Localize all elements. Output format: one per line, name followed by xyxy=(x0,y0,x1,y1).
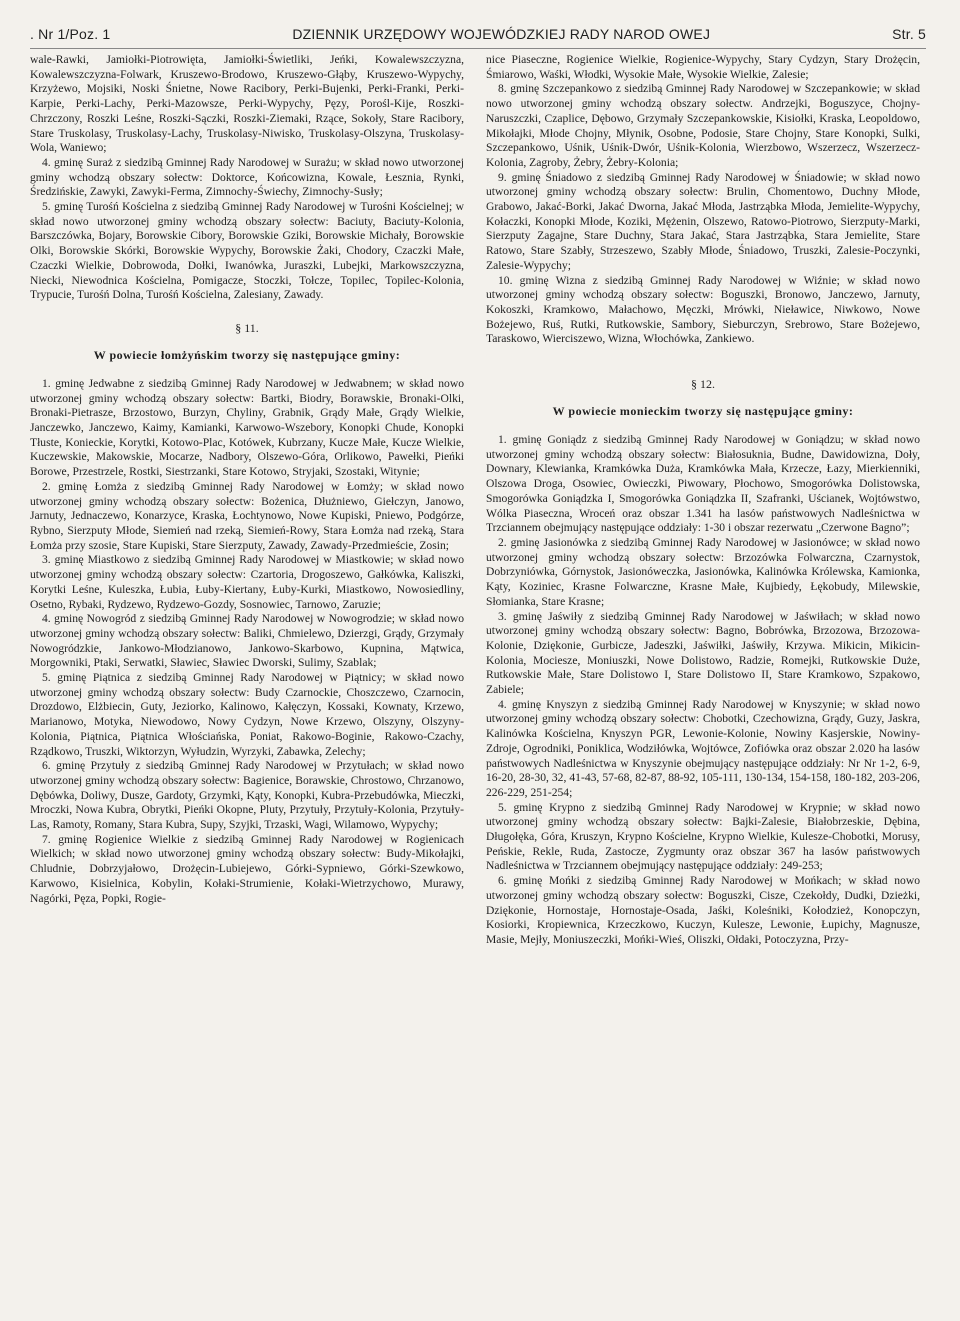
paragraph: 3. gminę Miastkowo z siedzibą Gminnej Rady Narodowej w Miastkowie; w skład nowo utworzonej gminy wchodzą obszary sołectw: Czartoria, Drogoszewo, Gałkówka, Kaliszki, Korytki Leśne, Kuleszka, Łubia, Łuby-Kiertany, Łuby-Kurki, Miastkowo, Nowosiedliny, Osetno, Rybaki, Rydzewo, Rydzewo-Gozdy, Sosnowiec, Tarnowo, Zaruzie; xyxy=(30,553,464,611)
left-column xyxy=(30,53,464,948)
text-columns xyxy=(30,53,926,948)
paragraph: 4. gminę Knyszyn z siedzibą Gminnej Rady Narodowej w Knyszynie; w skład nowo utworzonej gminy wchodzą obszary sołectw: Chobotki, Czechowizna, Grądy, Guzy, Jaskra, Kalinówka Kościelna, Knyszyn PGR, Lewonie-Kolonie, Nowiny Kasjerskie, Nowiny-Zdroje, Ogrodniki, Poniklica, Wodziłówka, Wojtówce, Zofiówka oraz obszar 2.020 ha lasów państwowych Nadleśnictwa w Knyszynie obejmujący następujące oddziały: Nr Nr 1-2, 6-9, 16-20, 28-30, 32, 41-43, 57-68, 82-87, 88-92, 105-111, 130-134, 154-158, 180-182, 203-206, 226-229, 251-254; xyxy=(486,697,920,799)
paragraph: 5. gminę Krypno z siedzibą Gminnej Rady Narodowej w Krypnie; w skład nowo utworzonej gminy wchodzą obszary sołectw: Bajki-Zalesie, Białobrzeskie, Dębina, Długołęka, Góra, Kruszyn, Krypno Kościelne, Krypno Wielkie, Kulesze-Chobotki, Morusy, Peńskie, Rekle, Ruda, Zastocze, Zygmunty oraz obszar 367 ha lasów państwowych Nadleśnictwa w Trzciannem obejmujący następujące oddziały: 249-253; xyxy=(486,800,920,873)
paragraph: 2. gminę Jasionówka z siedzibą Gminnej Rady Narodowej w Jasionówce; w skład nowo utworzonej gminy wchodzą obszary sołectw: Brzozówka Folwarczna, Czarnystok, Dobrzyniówka, Górnystok, Jasionóweczka, Jasionówka, Kalinówka Królewska, Kamionka, Kąty, Koziniec, Krasne Folwarczne, Krasne Małe, Kujbiedy, Łękobudy, Milewskie, Słomianka, Stare Krasne; xyxy=(486,535,920,608)
page-number: Str. 5 xyxy=(892,26,926,42)
section-number: § 12. xyxy=(691,377,715,392)
paragraph: 6. gminę Przytuły z siedzibą Gminnej Rady Narodowej w Przytułach; w skład nowo utworzonej gminy wchodzą obszary sołectw: Bagienice, Borawskie, Chrostowo, Chrzanowo, Dębówka, Doliwy, Dusze, Gardoty, Grzymki, Kąty, Konopki, Kubra-Przebudówka, Mieczki, Mroczki, Nowa Kubra, Obrytki, Pieńki Okopne, Pluty, Przytuły, Przytuły-Kolonia, Przytuły-Las, Ramoty, Romany, Stara Kubra, Supy, Szyjki, Trzaski, Wagi, Wilamowo, Wypychy; xyxy=(30,759,464,832)
paragraph: 6. gminę Mońki z siedzibą Gminnej Rady Narodowej w Mońkach; w skład nowo utworzonej gminy wchodzą obszary sołectw: Boguszki, Cisze, Czekołdy, Dudki, Dzieżki, Dziękonie, Hornostaje, Hornostaje-Osada, Jaśki, Koleśniki, Kołodzież, Konopczyn, Kosiorki, Kropiewnica, Krzeczkowo, Kuczyn, Kulesze, Lewonie, Łupichy, Magnusze, Masie, Mejły, Moniuszeczki, Mońki-Wieś, Oliszki, Ołdaki, Potoczyzna, Przy- xyxy=(486,874,920,946)
section-heading: W powiecie łomżyńskim tworzy się następujące gminy: xyxy=(93,347,401,362)
paragraph: 2. gminę Łomża z siedzibą Gminnej Rady Narodowej w Łomży; w skład nowo utworzonej gminy wchodzą obszary sołectw: Bożenica, Dłużniewo, Giełczyn, Janowo, Jarnuty, Jednaczewo, Konarzyce, Kraska, Łochtynowo, Nowe Kupiski, Pniewo, Podgórze, Rybno, Sierzputy Młode, Siemień nad rzeką, Siemień-Rowy, Stara Łomża nad rzeką, Stara Łomża przy szosie, Stare Kupiski, Stare Sierzputy, Zawady, Zawady-Przedmieście, Zosin; xyxy=(30,479,464,552)
issue-number: . Nr 1/Poz. 1 xyxy=(30,26,111,42)
paragraph: 4. gminę Suraż z siedzibą Gminnej Rady Narodowej w Surażu; w skład nowo utworzonej gminy wchodzą obszary sołectw: Doktorce, Końcowizna, Kowale, Łesznia, Rynki, Średzińskie, Zawyki, Zawyki-Ferma, Zimnochy-Świechy, Zimnochy-Susły; xyxy=(30,155,464,199)
paragraph: 5. gminę Turośń Kościelna z siedzibą Gminnej Rady Narodowej w Turośni Kościelnej; w skład nowo utworzonej gminy wchodzą obszary sołectw: Baciuty, Baciuty-Kolonia, Barszczówka, Bojary, Borowskie Cibory, Borowskie Gziki, Borowskie Michały, Borowskie Olki, Borowskie Skórki, Borowskie Wypychy, Borowskie Żaki, Chodory, Czaczki Małe, Czaczki Wielkie, Dobrowoda, Dołki, Iwanówka, Juraszki, Lubejki, Markowszczyzna, Niecki, Niewodnica Kościelna, Pomigacze, Stoczki, Tołcze, Topilec, Topilec-Kolonia, Trypucie, Turośń Dolna, Turośń Kościelna, Zalesiany, Zawady. xyxy=(30,200,464,302)
paragraph: 3. gminę Jaświły z siedzibą Gminnej Rady Narodowej w Jaświłach; w skład nowo utworzonej gminy wchodzą obszary sołectw: Bagno, Bobrówka, Brzozowa, Brzozowa-Kolonie, Dziękonie, Gurbicze, Jadeszki, Jaświłki, Jaświły, Krzywa. Mikicin, Mikicin-Kolonia, Mociesze, Moniuszki, Nowe Dolistowo, Radzie, Romejki, Rutkowskie Duże, Rutkowskie Małe, Stare Dolistowo I, Stare Dolistowo II, Stare Kramkowo, Szpakowo, Zabiele; xyxy=(486,609,920,697)
paragraph: 4. gminę Nowogród z siedzibą Gminnej Rady Narodowej w Nowogrodzie; w skład nowo utworzonej gminy wchodzą obszary sołectw: Baliki, Chmielewo, Dzierzgi, Grądy, Grzymały Nowogródzkie, Jankowo-Młodzianowo, Jankowo-Skarbowo, Kupnina, Mątwica, Morgowniki, Ptaki, Serwatki, Sławiec, Sławiec Dworski, Sulimy, Szablak; xyxy=(30,612,464,670)
paragraph: 1. gminę Jedwabne z siedzibą Gminnej Rady Narodowej w Jedwabnem; w skład nowo utworzonej gminy wchodzą obszary sołectw: Bartki, Biodry, Borawskie, Bronaki-Olki, Bronaki-Pietrasze, Brzostowo, Burzyn, Chyliny, Grabnik, Grądy Małe, Grądy Wielkie, Janczewko, Janczewo, Kaimy, Kamianki, Karwowo-Wszebory, Konopki Chude, Konopki Tłuste, Konieckie, Korytki, Kotowo-Plac, Kotówek, Kubrzany, Kucze Małe, Kucze Wielkie, Kuczewskie, Makowskie, Mocarze, Nadbory, Olszewo-Góra, Orlikowo, Pawełki, Pieńki Borowe, Przestrzele, Rostki, Siestrzanki, Stare Kotowo, Stryjaki, Szostaki, Witynie; xyxy=(30,376,464,479)
paragraph: 1. gminę Goniądz z siedzibą Gminnej Rady Narodowej w Goniądzu; w skład nowo utworzonej gminy wchodzą obszary sołectw: Białosuknia, Budne, Dawidowizna, Doły, Downary, Klewianka, Kramkówka Duża, Kramkówka Mała, Krzecze, Łazy, Mierkienniki, Olszowa Droga, Osowiec, Owieczki, Piwowary, Płochowo, Smogorówka Dolistowska, Smogorówka Goniądzka I, Smogorówka Goniądzka II, Szafranki, Uścianek, Wojtówstwo, Wólka Piaseczna, Wroceń oraz obszar 1.341 ha lasów państwowych Nadleśnictwa w Trzciannem obejmujący następujące oddziały: 1-30 i obszar rezerwatu „Czerwone Bagno”; xyxy=(486,433,920,535)
page-header xyxy=(30,26,926,49)
paragraph: 10. gminę Wizna z siedzibą Gminnej Rady Narodowej w Wiźnie; w skład nowo utworzonej gminy wchodzą obszary sołectw: Boguszki, Bronowo, Janczewo, Jarnuty, Kokoszki, Kramkowo, Małachowo, Męczki, Mrówki, Nieławice, Niwkowo, Nowe Bożejewo, Ruś, Rutki, Rutkowskie, Sambory, Sieburczyn, Srebrowo, Stare Bożejewo, Taraskowo, Wierciszewo, Wizna, Włochówka, Zankiewo. xyxy=(486,273,920,346)
section-heading: W powiecie monieckim tworzy się następujące gminy: xyxy=(552,404,854,419)
paragraph: 5. gminę Piątnica z siedzibą Gminnej Rady Narodowej w Piątnicy; w skład nowo utworzonej gminy wchodzą obszary sołectw: Budy Czarnockie, Choszczewo, Czarnocin, Drozdowo, Elżbiecin, Guty, Jeziorko, Kalinowo, Kałęczyn, Kossaki, Kownaty, Krzewo, Marianowo, Motyka, Niewodowo, Nowy Cydzyn, Nowe Krzewo, Olszyny, Olszyny-Kolonia, Piątnica, Piątnica Włościańska, Poniat, Rakowo-Boginie, Rakowo-Czachy, Rządkowo, Truszki, Wiktorzyn, Wyłudzin, Wyrzyki, Zabawka, Zelechy; xyxy=(30,671,464,758)
paragraph: 8. gminę Szczepankowo z siedzibą Gminnej Rady Narodowej w Szczepankowie; w skład nowo utworzonej gminy wchodzą obszary sołectw. Andrzejki, Boguszyce, Chojny-Naruszczki, Czaplice, Dębowo, Grzymały Szczepankowskie, Kisiołki, Kraska, Leopoldowo, Mikołajki, Młode Chojny, Młynik, Osobne, Podosie, Stare Chojny, Stare Konopki, Sulki, Szczepankowo, Uśnik, Uśnik-Dwór, Uśnik-Kolonia, Wierzbowo, Wszerzecz, Wszerzecz-Kolonia, Zagroby, Żebry, Żebry-Kolonia; xyxy=(486,82,920,169)
paragraph: 9. gminę Śniadowo z siedzibą Gminnej Rady Narodowej w Śniadowie; w skład nowo utworzonej gminy wchodzą obszary sołectw: Brulin, Chomentowo, Duchny Młode, Grabowo, Jakać-Borki, Jakać Dworna, Jakać Młoda, Jastrząbka Młoda, Jemielite-Wypychy, Kołaczki, Konopki Młode, Koziki, Mężenin, Olszewo, Ratowo-Piotrowo, Sierzputy-Marki, Sierzputy Zagajne, Stare Duchny, Stara Jakać, Stara Jastrząbka, Stara Jemielite, Stare Ratowo, Stare Szabły, Strzeszewo, Szabły Młode, Śniadowo, Truszki, Zalesie-Poczynki, Zalesie-Wypychy; xyxy=(486,170,920,272)
section-number: § 11. xyxy=(235,320,259,335)
paragraph: 7. gminę Rogienice Wielkie z siedzibą Gminnej Rady Narodowej w Rogienicach Wielkich; w skład nowo utworzonej gminy wchodzą obszary sołectw: Budy-Mikołajki, Chludnie, Dobrzyjałowo, Drożęcin-Lubiejewo, Górki-Sypniewo, Górki-Szewkowo, Karwowo, Kisielnica, Kobylin, Kołaki-Strumienie, Kołaki-Wietrzychowo, Murawy, Nagórki, Pęza, Popki, Rogie- xyxy=(30,832,464,905)
right-column xyxy=(486,53,920,948)
journal-title: DZIENNIK URZĘDOWY WOJEWÓDZKIEJ RADY NAROD OWEJ xyxy=(292,26,711,42)
paragraph: nice Piaseczne, Rogienice Wielkie, Rogienice-Wypychy, Stary Cydzyn, Stary Drożęcin, Śmiarowo, Waśki, Włodki, Wysokie Małe, Wysokie Wielkie, Zalesie; xyxy=(486,53,920,81)
paragraph: wale-Rawki, Jamiołki-Piotrowięta, Jamiołki-Świetliki, Jeńki, Kowalewszczyzna, Kowalewszczyzna-Folwark, Kruszewo-Brodowo, Kruszewo-Głąby, Kruszewo-Wypychy, Krzyżewo, Mojsiki, Noski Śnietne, Nowe Racibory, Perki-Bujenki, Perki-Franki, Perki-Karpie, Perki-Lachy, Perki-Mazowsze, Perki-Wypychy, Pęzy, Porośl-Kije, Roszki-Chrzczony, Roszki Leśne, Roszki-Sączki, Roszki-Ziemaki, Rzące, Sokoły, Stare Racibory, Stare Truskolasy, Truskolasy-Lachy, Truskolasy-Niwisko, Truskolasy-Olszyna, Truskolasy-Wola, Waniewo; xyxy=(30,53,464,155)
